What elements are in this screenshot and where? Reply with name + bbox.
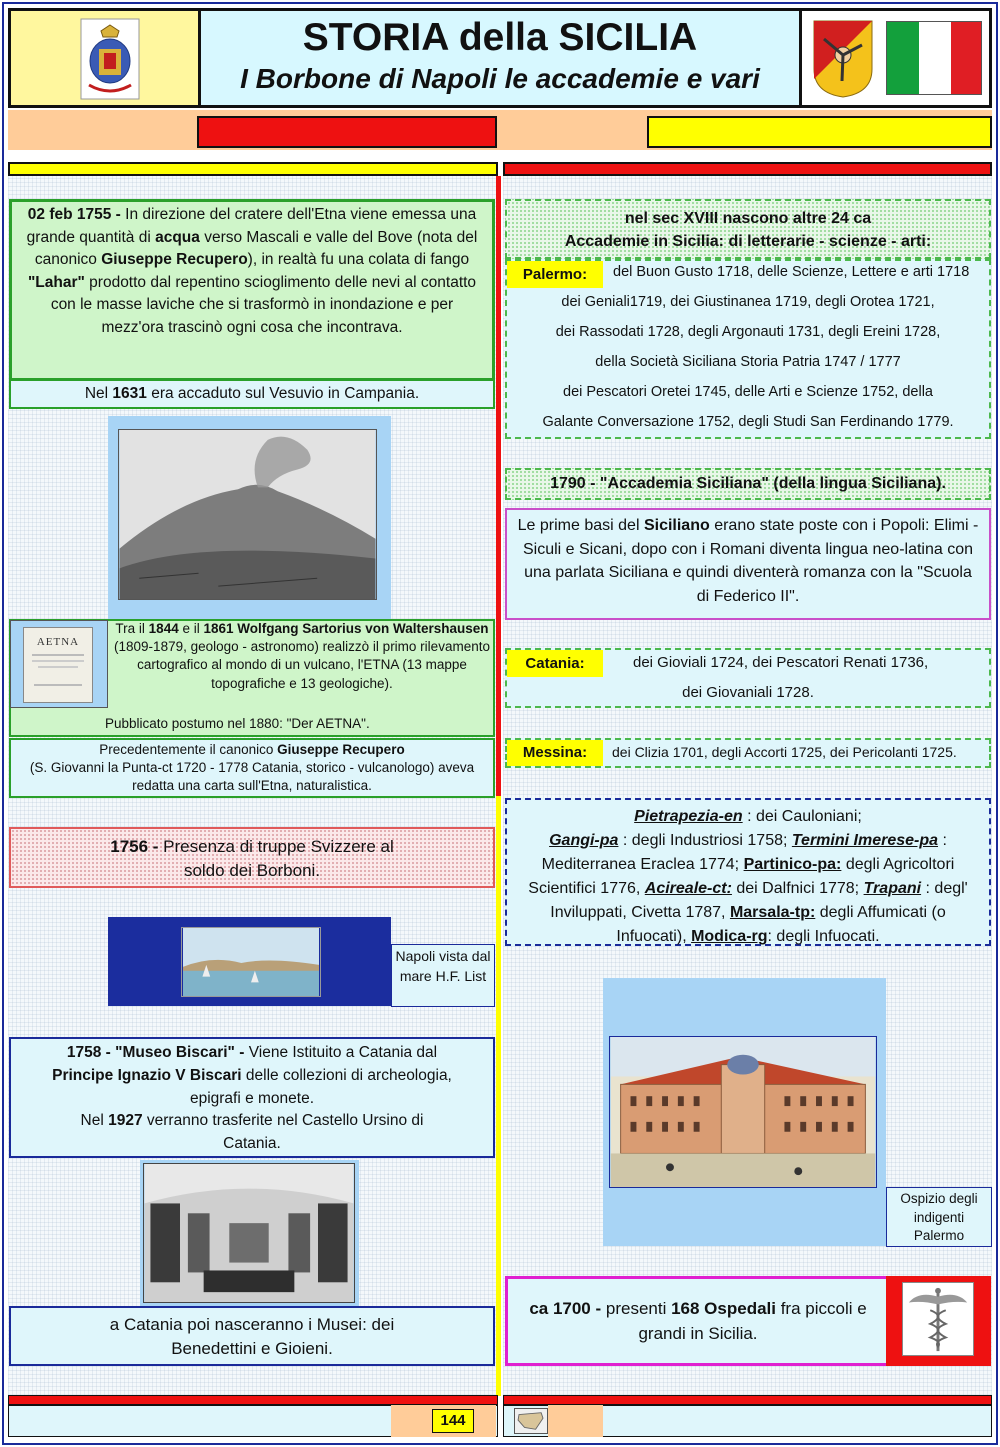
ospizio-image-frame xyxy=(603,978,886,1246)
footer-right-red-bar xyxy=(503,1395,992,1405)
recupero-box: Precedentemente il canonico Giuseppe Recupero (S. Giovanni la Punta-ct 1720 - 1778 Catania, storico - vulcanologo) aveva redatta una carta sull'Etna, naturalistica. xyxy=(9,738,495,798)
caduceus-icon xyxy=(902,1282,974,1356)
musei-box: a Catania poi nasceranno i Musei: dei Benedettini e Gioieni. xyxy=(9,1306,495,1366)
trinacria-flag-icon xyxy=(812,19,874,99)
accademie-title-box xyxy=(505,199,991,259)
accademia-siciliana-title: 1790 - "Accademia Siciliana" (della lingua Siciliana). xyxy=(505,468,991,500)
ospizio-caption: Ospizio degli indigenti Palermo xyxy=(886,1187,992,1247)
biscari-box: 1758 - "Museo Biscari" - Viene Istituito a Catania dal Principe Ignazio V Biscari delle collezioni di archeologia, epigrafi e monete. Nel 1927 verranno trasferite nel Castello Ursino di Catania. xyxy=(9,1037,495,1158)
page-subtitle: I Borbone di Napoli le accademie e vari xyxy=(240,63,760,94)
ospedali-icon-frame xyxy=(886,1276,991,1366)
aetna-book-title: AETNA xyxy=(36,636,80,648)
messina-label: Messina: xyxy=(507,740,603,766)
museum-photo-image xyxy=(143,1163,355,1303)
header-title-cell xyxy=(201,11,799,105)
etna-engraving-image xyxy=(118,429,377,600)
palermo-line: dei Geniali1719, dei Giustinanea 1719, degli Orotea 1721, xyxy=(561,294,935,310)
altre-accademie-box: Pietrapezia-en : dei Cauloniani; Gangi-pa : degli Industriosi 1758; Termini Imerese-pa : Mediterranea Eraclea 1774; Partinico-pa: degli Agricoltori Scientifici 1776, Acireale-ct: dei Dalfnici 1778; Trapani : degl' Inviluppati, Civetta 1787, Marsala-tp: degli Affumicati (o Infuocati), Modica-rg: degli Infuocati. xyxy=(505,798,991,946)
palermo-lines xyxy=(505,261,991,437)
catania-label: Catania: xyxy=(507,650,603,677)
footer-left-red-bar xyxy=(8,1395,498,1405)
napoli-painting-frame xyxy=(108,917,391,1006)
header-band-red xyxy=(197,116,497,148)
italian-flag-icon xyxy=(886,21,982,95)
siciliano-box: Le prime basi del Siciliano erano state poste con i Popoli: Elimi - Siculi e Sicani, dopo con i Romani diventa lingua neo-latina con una parlata Siciliana e quindi diventerà romanza con la "Scuola di Federico II". xyxy=(505,508,991,620)
palermo-label: Palermo: xyxy=(507,261,603,288)
right-top-bar xyxy=(503,162,992,176)
divider-yellow xyxy=(496,796,501,1396)
svizzere-box: 1756 - Presenza di truppe Svizzere al soldo dei Borboni. xyxy=(9,827,495,888)
palermo-line: Galante Conversazione 1752, degli Studi San Ferdinando 1779. xyxy=(542,414,954,430)
napoli-painting-image xyxy=(181,927,321,997)
palermo-line: della Società Siciliana Storia Patria 1747 / 1777 xyxy=(595,354,901,370)
etna-engraving-frame xyxy=(108,416,391,620)
aetna-book-frame xyxy=(10,620,108,708)
museum-photo-frame xyxy=(140,1160,359,1306)
accademie-title-1: nel sec XVIII nascono altre 24 ca xyxy=(624,210,872,227)
header xyxy=(8,8,992,108)
sartorius-published: Pubblicato postumo nel 1880: "Der AETNA". xyxy=(105,716,370,731)
napoli-caption: Napoli vista dal mare H.F. List xyxy=(391,944,495,1007)
accademie-title-2: Accademie in Sicilia: di letterarie - scienze - arti: xyxy=(564,233,932,250)
footer-right-peach xyxy=(548,1405,603,1437)
aetna-book-image xyxy=(23,627,93,703)
header-right-cell xyxy=(799,11,989,105)
palermo-line: dei Pescatori Oretei 1745, delle Arti e Scienze 1752, della xyxy=(563,384,933,400)
ospizio-image xyxy=(609,1036,877,1188)
vesuvio-box: Nel 1631 era accaduto sul Vesuvio in Campania. xyxy=(9,379,495,409)
page-number: 144 xyxy=(432,1409,474,1433)
palermo-line: dei Rassodati 1728, degli Argonauti 1731, degli Ereini 1728, xyxy=(555,324,941,340)
sartorius-text: Tra il 1844 e il 1861 Wolfgang Sartorius von Waltershausen (1809-1879, geologo - astronomo) realizzò il primo rilevamento cartografico al mondo di un vulcano, l'ETNA (13 mappe topografiche e 13 geologiche). xyxy=(114,621,490,691)
header-left-cell xyxy=(11,11,201,105)
messina-text: dei Clizia 1701, degli Accorti 1725, dei Pericolanti 1725. xyxy=(612,744,957,760)
bourbon-crest-icon xyxy=(79,17,141,101)
header-band-yellow xyxy=(647,116,992,148)
sicily-map-icon xyxy=(514,1408,548,1434)
palermo-line: del Buon Gusto 1718, delle Scienze, Lettere e arti 1718 xyxy=(613,264,970,280)
divider-red xyxy=(496,176,501,796)
catania-line: dei Giovaniali 1728. xyxy=(682,684,814,701)
page-title: STORIA della SICILIA xyxy=(302,16,698,59)
etna-1755-box: 02 feb 1755 - In direzione del cratere dell'Etna viene emessa una grande quantità di acqua verso Mascali e valle del Bove (nota del canonico Giuseppe Recupero), in realtà fu una colata di fango "Lahar" prodotto dal repentino scioglimento delle nevi al contatto con le masse laviche che si trasformò in inondazione e per mezz'ora trascinò ogni cosa che incontrava. xyxy=(9,199,495,381)
ospedali-box: ca 1700 - presenti 168 Ospedali fra piccoli e grandi in Sicilia. xyxy=(505,1276,991,1366)
left-top-bar xyxy=(8,162,498,176)
catania-line: dei Gioviali 1724, dei Pescatori Renati 1736, xyxy=(633,654,929,671)
